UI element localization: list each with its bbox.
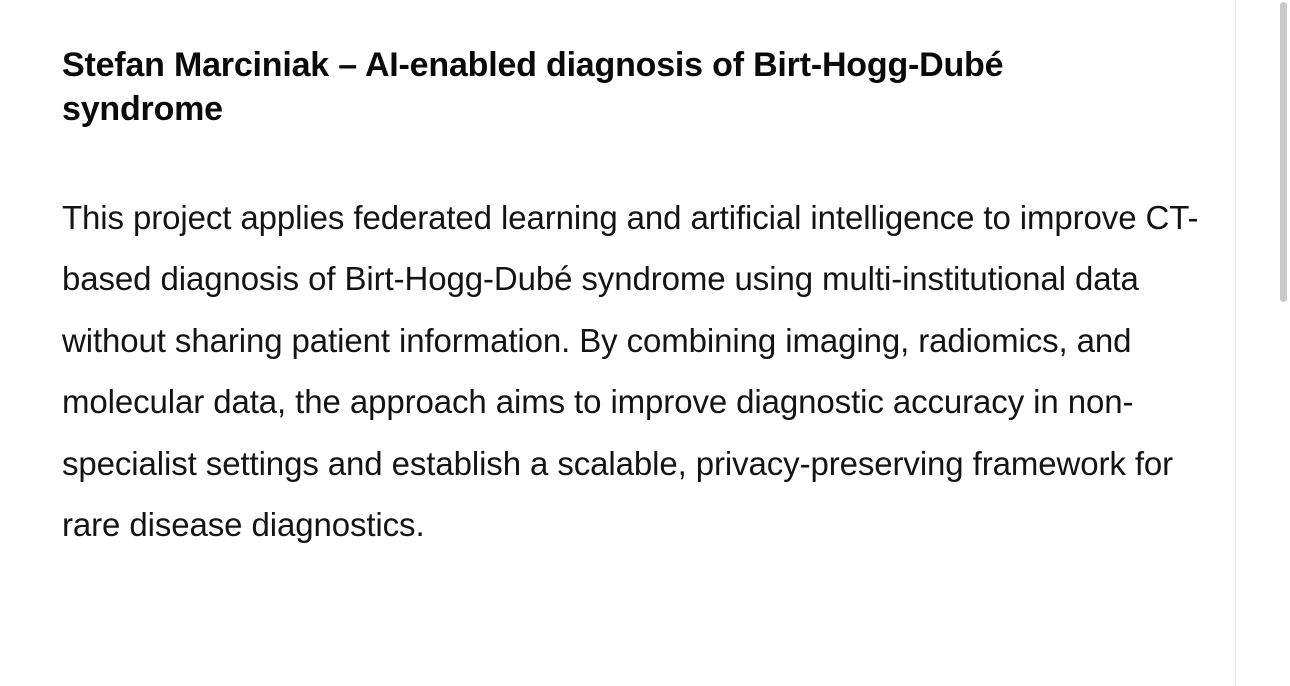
article-body-paragraph: This project applies federated learning and artificial intelligence to improve CT-based diagnosis of Birt-Hogg-Dubé syndrome using multi-institutional data without sharing patient information. By combining imaging, radiomics, and molecular data, the approach aims to improve diagnostic accuracy in non-specialist settings and establish a scalable, privacy-preserving framework for rare disease diagnostics. [62,199,1199,543]
page-edge-divider [1235,0,1236,686]
scrollbar-thumb[interactable] [1280,2,1287,302]
vertical-scrollbar[interactable] [1276,0,1290,686]
article-content [62,44,1222,555]
page-title: Stefan Marciniak – AI-enabled diagnosis of Birt-Hogg-Dubé syndrome [62,46,1004,128]
